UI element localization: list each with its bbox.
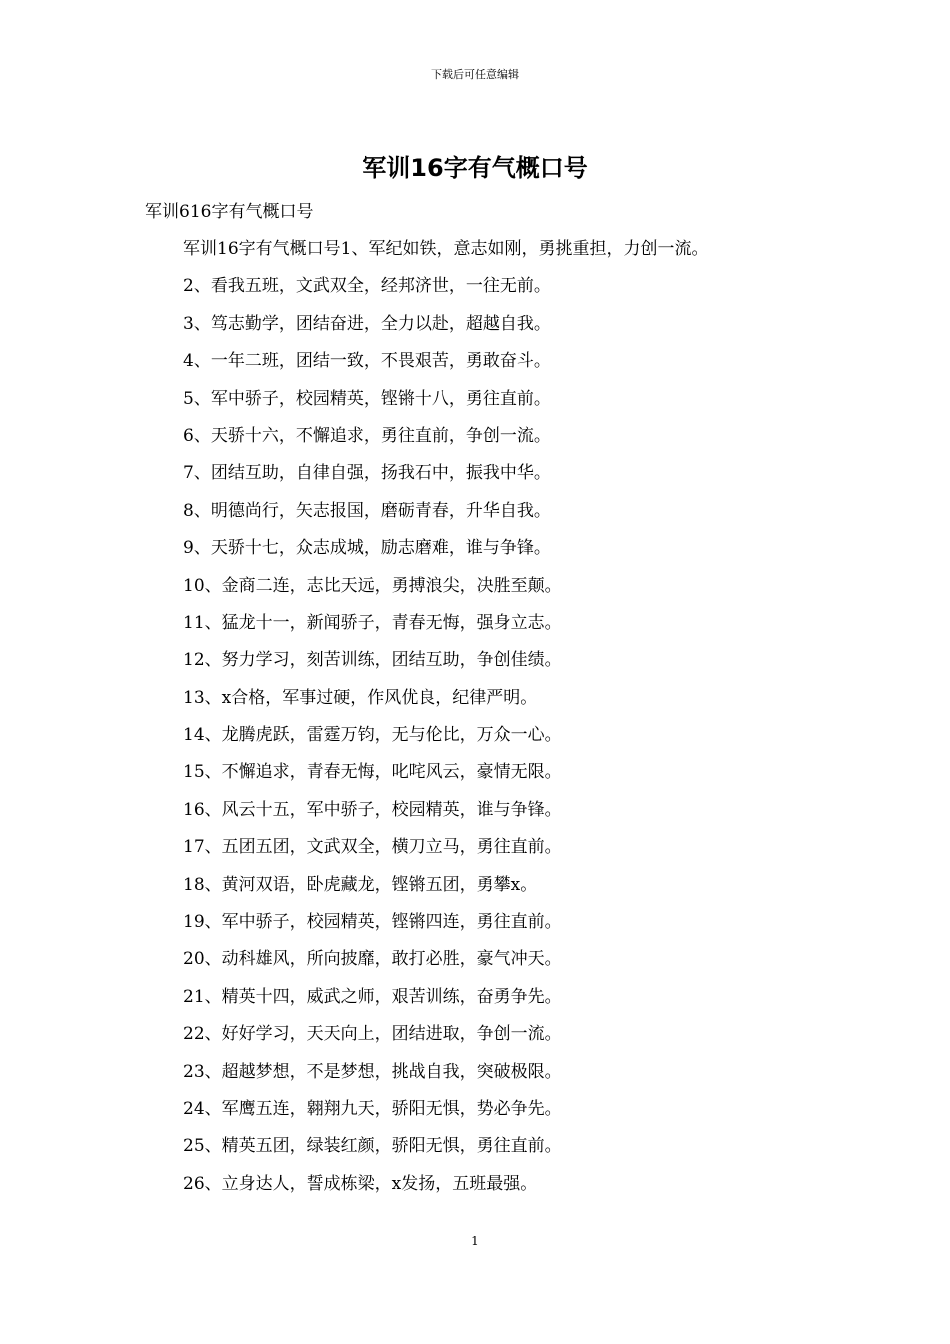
page-number: 1 — [471, 1234, 479, 1248]
slogan-line: 13、x合格，军事过硬，作风优良，纪律严明。 — [183, 687, 538, 708]
slogan-line: 26、立身达人，誓成栋梁，x发扬，五班最强。 — [183, 1173, 538, 1194]
slogan-line: 6、天骄十六，不懈追求，勇往直前，争创一流。 — [183, 425, 551, 446]
slogan-line: 23、超越梦想，不是梦想，挑战自我，突破极限。 — [183, 1061, 562, 1082]
slogan-line: 16、风云十五，军中骄子，校园精英，谁与争锋。 — [183, 799, 562, 820]
document-subtitle: 军训616字有气概口号 — [145, 202, 314, 222]
slogan-line: 8、明德尚行，矢志报国，磨砺青春，升华自我。 — [183, 500, 551, 521]
slogan-line: 15、不懈追求，青春无悔，叱咤风云，豪情无限。 — [183, 762, 562, 783]
slogan-line: 4、一年二班，团结一致，不畏艰苦，勇敢奋斗。 — [183, 351, 551, 372]
slogan-line: 3、笃志勤学，团结奋进，全力以赴，超越自我。 — [183, 313, 551, 334]
slogan-line: 军训16字有气概口号1、军纪如铁，意志如刚，勇挑重担，力创一流。 — [183, 239, 709, 259]
slogan-line: 7、团结互助，自律自强，扬我石中，振我中华。 — [183, 463, 551, 484]
page-header-note: 下载后可任意编辑 — [431, 68, 519, 81]
slogan-line: 25、精英五团，绿装红颜，骄阳无惧，勇往直前。 — [183, 1136, 562, 1157]
slogan-line: 5、军中骄子，校园精英，铿锵十八，勇往直前。 — [183, 388, 551, 409]
slogan-line: 18、黄河双语，卧虎藏龙，铿锵五团，勇攀x。 — [183, 874, 538, 895]
slogan-line: 21、精英十四，威武之师，艰苦训练，奋勇争先。 — [183, 986, 562, 1007]
slogan-line: 12、努力学习，刻苦训练，团结互助，争创佳绩。 — [183, 650, 562, 671]
slogan-line: 20、动科雄风，所向披靡，敢打必胜，豪气冲天。 — [183, 949, 562, 970]
slogan-line: 19、军中骄子，校园精英，铿锵四连，勇往直前。 — [183, 912, 562, 933]
slogan-line: 24、军鹰五连，翱翔九天，骄阳无惧，势必争先。 — [183, 1098, 562, 1119]
slogan-line: 22、好好学习，天天向上，团结进取，争创一流。 — [183, 1024, 562, 1045]
slogan-line: 11、猛龙十一，新闻骄子，青春无悔，强身立志。 — [183, 612, 562, 633]
slogan-line: 14、龙腾虎跃，雷霆万钧，无与伦比，万众一心。 — [183, 725, 562, 746]
slogan-list — [183, 237, 903, 1209]
slogan-line: 10、金商二连，志比天远，勇搏浪尖，决胜至颠。 — [183, 575, 562, 596]
document-title: 军训16字有气概口号 — [362, 154, 588, 182]
slogan-line: 9、天骄十七，众志成城，励志磨难，谁与争锋。 — [183, 538, 551, 559]
slogan-line: 17、五团五团，文武双全，横刀立马，勇往直前。 — [183, 837, 562, 858]
slogan-line: 2、看我五班，文武双全，经邦济世，一往无前。 — [183, 276, 551, 297]
